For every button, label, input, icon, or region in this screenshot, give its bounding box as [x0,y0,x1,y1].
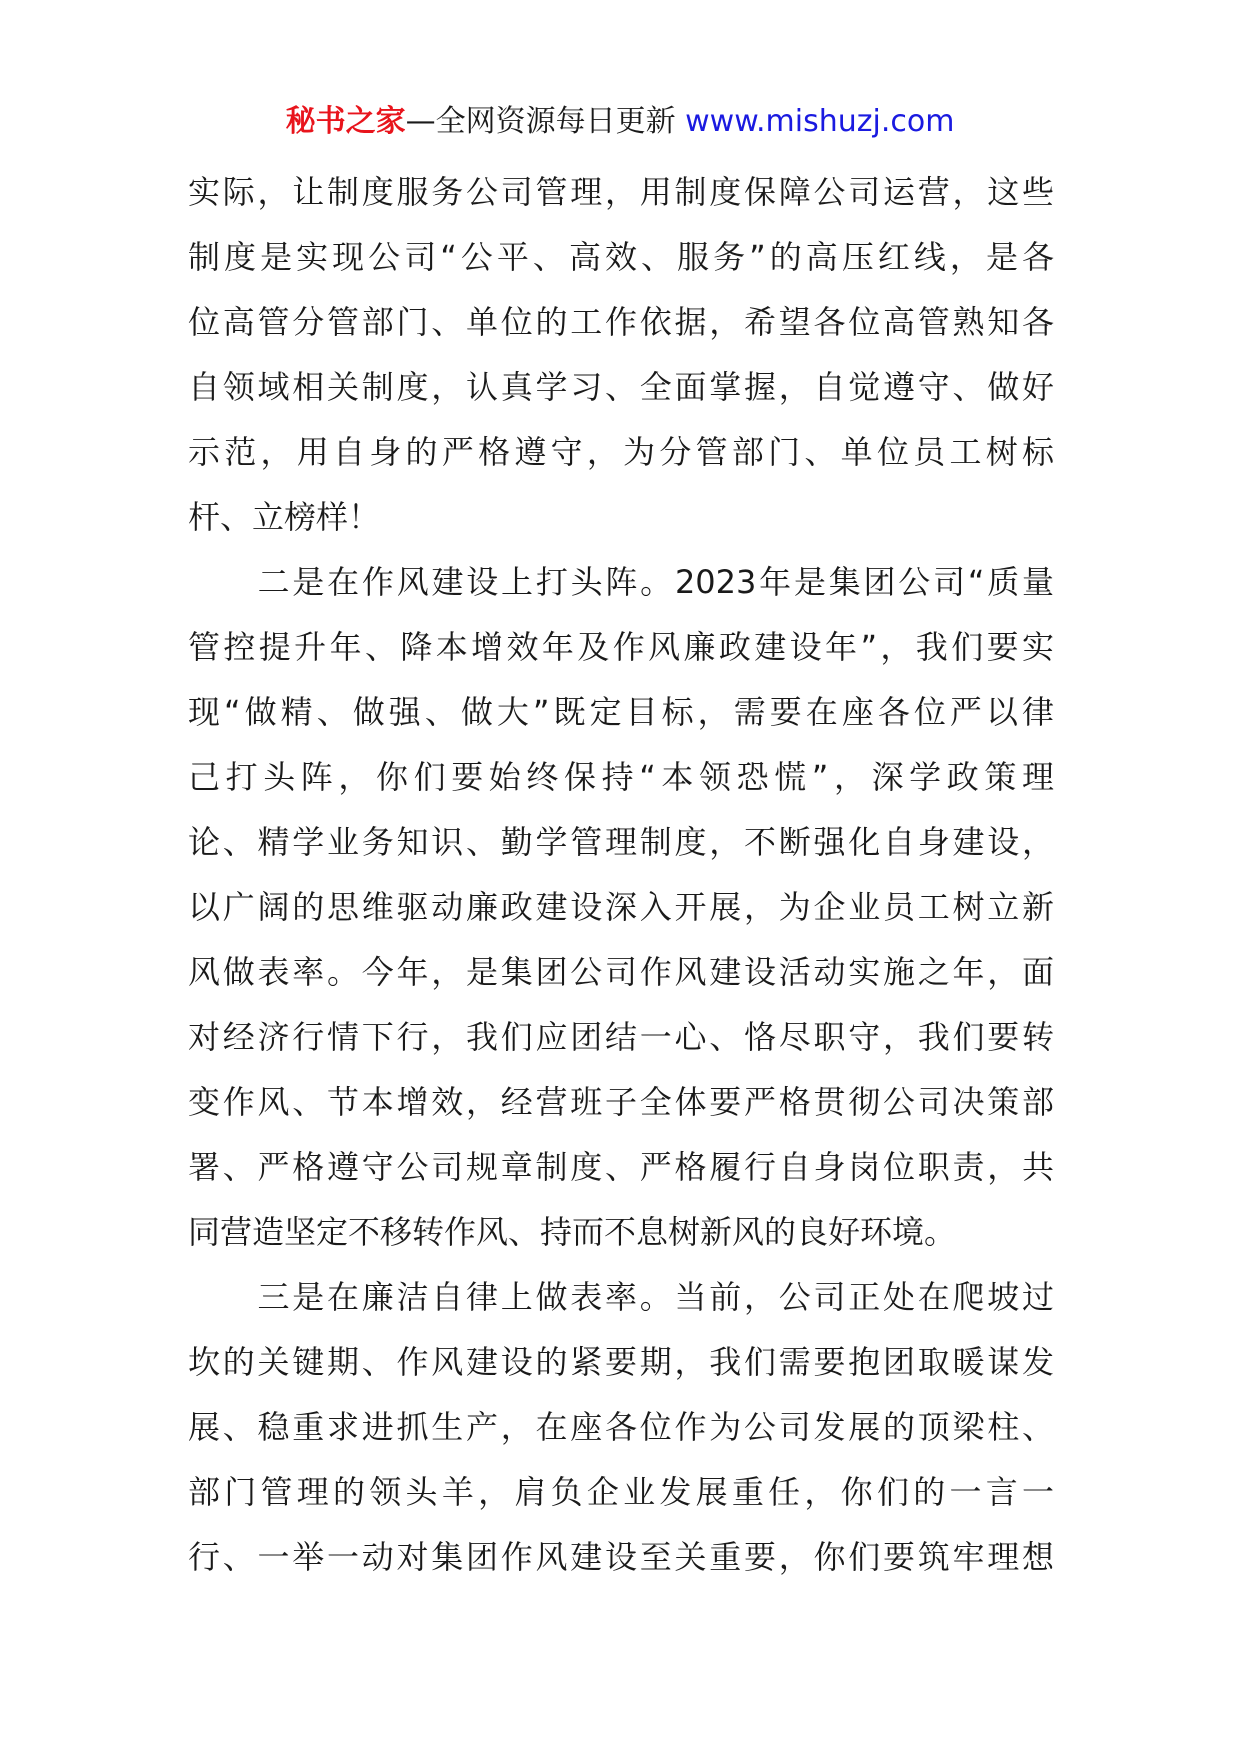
text-line: 己打头阵，你们要始终保持“本领恐慌”，深学政策理 [188,758,1054,796]
text-line: 变作风、节本增效，经营班子全体要严格贯彻公司决策部 [188,1083,1054,1121]
text-line: 自领域相关制度，认真学习、全面掌握，自觉遵守、做好 [188,368,1054,406]
text-line: 展、稳重求进抓生产，在座各位作为公司发展的顶梁柱、 [188,1408,1054,1446]
text-line: 论、精学业务知识、勤学管理制度，不断强化自身建设， [188,823,1054,861]
site-header [0,100,1240,144]
text-line: 杆、立榜样！ [188,498,381,536]
site-url-link[interactable]: www.mishuzj.com [685,104,955,139]
text-line: 对经济行情下行，我们应团结一心、恪尽职守，我们要转 [188,1018,1054,1056]
text-line: 署、严格遵守公司规章制度、严格履行自身岗位职责，共 [188,1148,1054,1186]
text-line: 三是在廉洁自律上做表率。当前，公司正处在爬坡过 [188,1278,1054,1316]
text-line: 位高管分管部门、单位的工作依据，希望各位高管熟知各 [188,303,1054,341]
text-line: 管控提升年、降本增效年及作风廉政建设年”，我们要实 [188,628,1054,666]
text-line: 风做表率。今年，是集团公司作风建设活动实施之年，面 [188,953,1054,991]
document-body [188,160,1054,1590]
text-line: 制度是实现公司“公平、高效、服务”的高压红线，是各 [188,238,1054,276]
text-line: 以广阔的思维驱动廉政建设深入开展，为企业员工树立新 [188,888,1054,926]
text-line: 同营造坚定不移转作风、持而不息树新风的良好环境。 [188,1213,957,1251]
text-line: 示范，用自身的严格遵守，为分管部门、单位员工树标 [188,433,1054,471]
text-line: 部门管理的领头羊，肩负企业发展重任，你们的一言一 [188,1473,1054,1511]
text-line: 行、一举一动对集团作风建设至关重要，你们要筑牢理想 [188,1538,1054,1576]
text-line: 现“做精、做强、做大”既定目标，需要在座各位严以律 [188,693,1054,731]
site-brand: 秘书之家 [285,104,406,139]
text-line: 二是在作风建设上打头阵。2023年是集团公司“质量 [188,563,1054,601]
text-line: 实际，让制度服务公司管理，用制度保障公司运营，这些 [188,173,1054,211]
site-slogan: —全网资源每日更新 [405,104,676,139]
text-line: 坎的关键期、作风建设的紧要期，我们需要抱团取暖谋发 [188,1343,1054,1381]
